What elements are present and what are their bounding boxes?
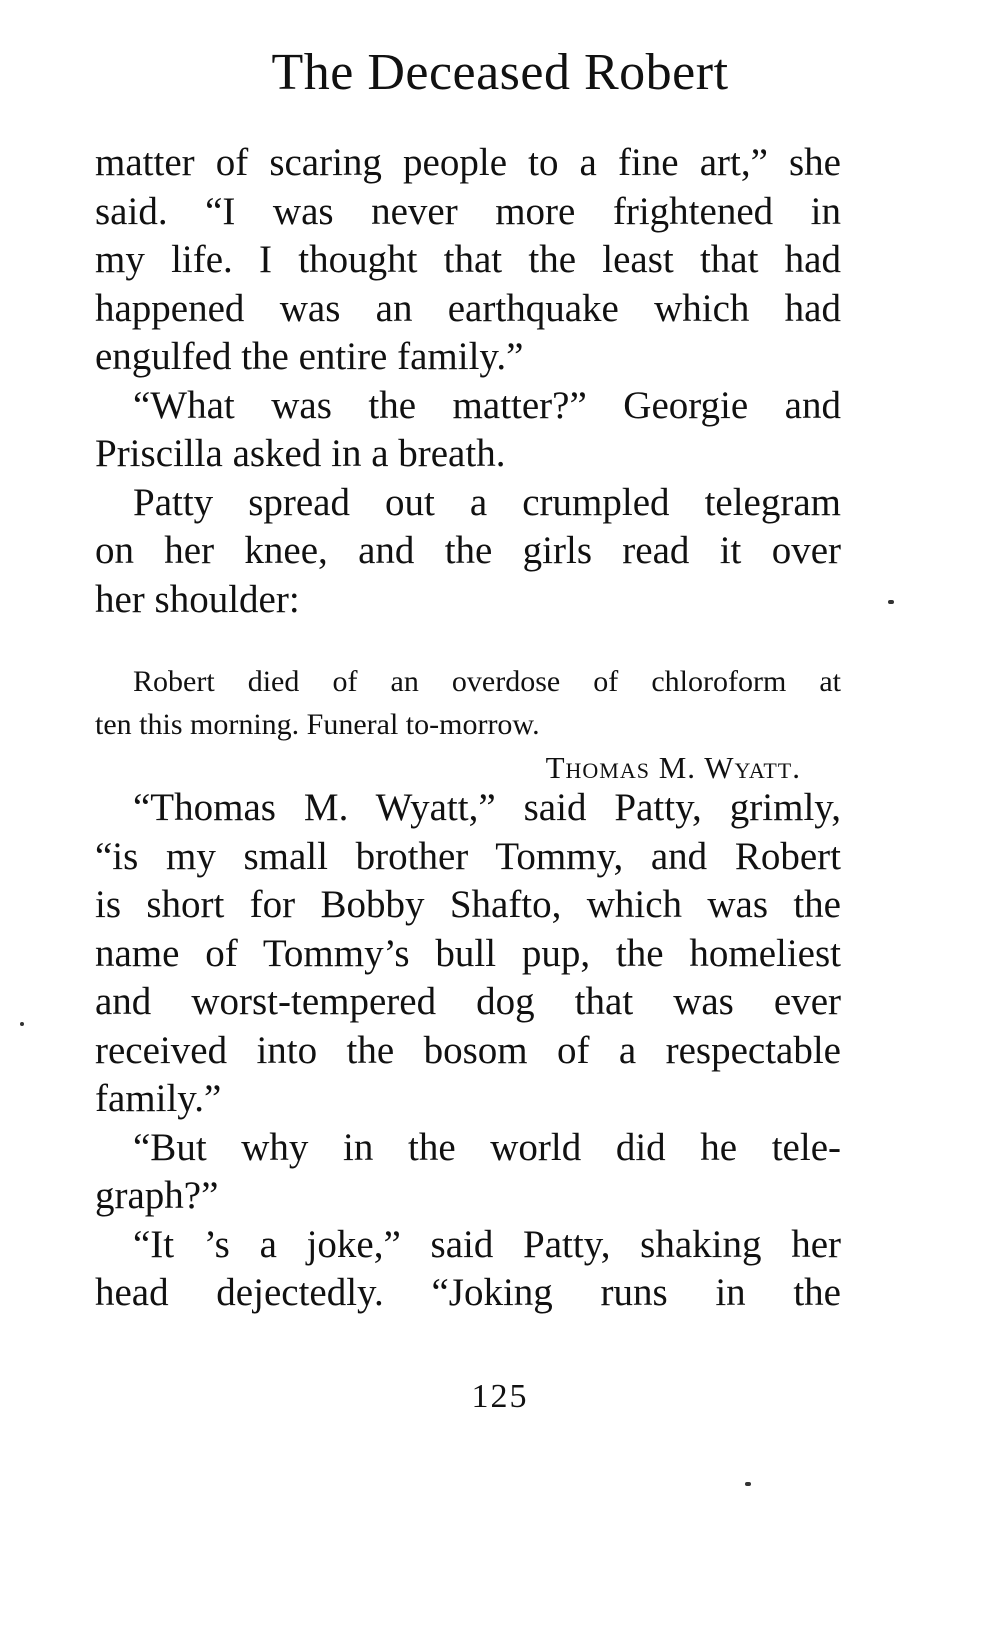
text-line: “Thomas M. Wyatt,” said Patty, grimly,: [133, 786, 841, 829]
text-line: name of Tommy’s bull pup, the homeliest: [95, 931, 841, 975]
text-line: Priscilla asked in a breath.: [95, 432, 506, 475]
body-text-lower: [95, 784, 841, 1318]
text-line: on her knee, and the girls read it over: [95, 529, 841, 572]
text-line: my life. I thought that the least that had: [95, 238, 841, 281]
telegram-line-1: Robert died of an overdose of chloroform at: [133, 665, 841, 698]
telegram-signature: Thomas M. Wyatt.: [545, 750, 801, 785]
telegram-line-2: ten this morning. Funeral to-morrow.: [95, 708, 540, 741]
text-line: Patty spread out a crumpled telegram: [133, 480, 841, 524]
running-head: The Deceased Robert: [271, 44, 729, 101]
print-speck: [745, 1482, 751, 1486]
text-line: and worst-tempered dog that was ever: [95, 980, 841, 1023]
print-speck: [20, 1022, 24, 1026]
text-line: “What was the matter?” Georgie and: [133, 383, 841, 427]
text-line: family.”: [95, 1077, 222, 1120]
body-text-upper: [95, 139, 841, 624]
text-line: is short for Bobby Shafto, which was the: [95, 883, 841, 926]
text-line: graph?”: [95, 1174, 219, 1217]
text-line: happened was an earthquake which had: [95, 286, 841, 330]
text-line: her shoulder:: [95, 577, 300, 621]
text-line: “It ’s a joke,” said Patty, shaking her: [133, 1222, 841, 1266]
text-line: matter of scaring people to a fine art,” she: [95, 141, 841, 184]
text-line: engulfed the entire family.”: [95, 335, 524, 378]
print-speck: [888, 600, 894, 604]
page-number: 125: [471, 1378, 529, 1415]
text-line: received into the bosom of a respectable: [95, 1028, 841, 1072]
text-line: said. “I was never more frightened in: [95, 189, 841, 233]
text-line: “is my small brother Tommy, and Robert: [95, 834, 841, 878]
text-line: “But why in the world did he tele-: [133, 1125, 841, 1169]
telegram-quote: [95, 660, 841, 789]
text-line: head dejectedly. “Joking runs in the: [95, 1271, 841, 1314]
